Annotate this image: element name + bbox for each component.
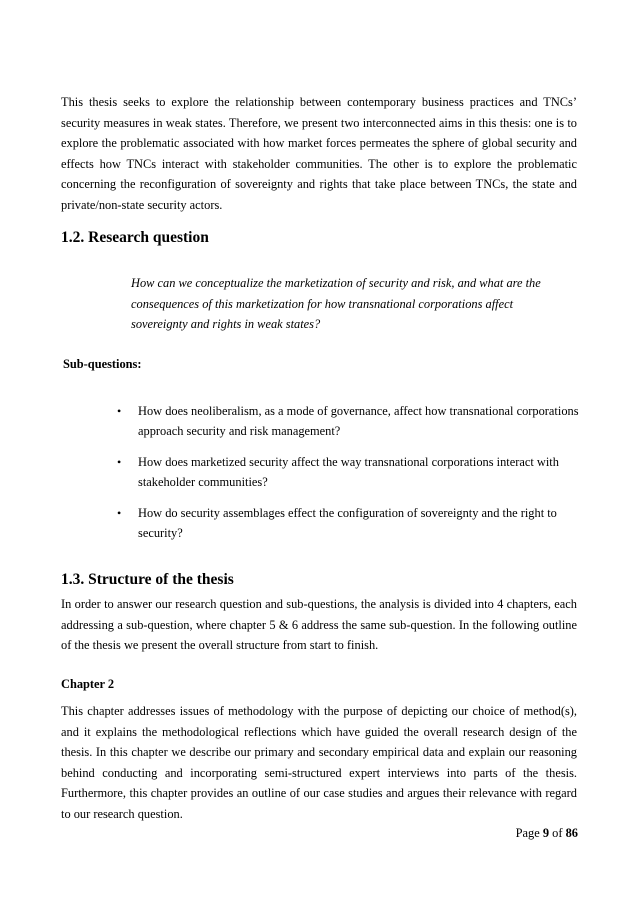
list-item — [117, 504, 587, 543]
research-question-heading: 1.2. Research question — [61, 229, 209, 246]
chapter2-heading: Chapter 2 — [61, 677, 115, 691]
subquestion-text: How do security assemblages effect the configuration of sovereignty and the right to security? — [138, 506, 557, 540]
subquestion-text: How does marketized security affect the way transnational corporations interact with stakeholder communities? — [138, 455, 559, 489]
bullet-icon: • — [117, 404, 122, 418]
page-label: Page — [515, 826, 540, 840]
page-number — [516, 826, 578, 841]
list-item — [117, 402, 587, 441]
subquestions-heading: Sub-questions: — [63, 357, 142, 371]
subquestions-list — [117, 402, 587, 555]
chapter2-paragraph: This chapter addresses issues of methodology with the purpose of depicting our choice of method(s), and it explains the methodological reflections which have guided the overall research design of the thesis. In this chapter we describe our primary and secondary empirical data and explain our reasoning behind conducting and incorporating semi-structured expert interviews into parts of the thesis. Furthermore, this chapter provides an outline of our case studies and argues their relevance with regard to our research question. — [61, 704, 577, 821]
list-item — [117, 453, 587, 492]
of-label: of — [552, 826, 563, 840]
research-question-text: How can we conceptualize the marketization of security and risk, and what are the consequences of this marketization for how transnational corporations affect sovereignty and rights in weak states? — [131, 276, 541, 331]
subquestion-text: How does neoliberalism, as a mode of governance, affect how transnational corporations approach security and risk management? — [138, 404, 579, 438]
bullet-icon: • — [117, 455, 122, 469]
bullet-icon: • — [117, 506, 122, 520]
page-total: 86 — [565, 826, 578, 840]
structure-heading: 1.3. Structure of the thesis — [61, 571, 234, 588]
intro-paragraph: This thesis seeks to explore the relationship between contemporary business practices and TNCs’ security measures in weak states. Therefore, we present two interconnected aims in this thesis: one is to explore the problematic associated with how market forces permeates the sphere of global security and effects how TNCs interact with stakeholder communities. The other is to explore the problematic concerning the reconfiguration of sovereignty and rights that take place between TNCs, the state and private/non-state security actors. — [61, 95, 577, 212]
page-current: 9 — [542, 826, 550, 840]
structure-paragraph: In order to answer our research question and sub-questions, the analysis is divided into 4 chapters, each addressing a sub-question, where chapter 5 & 6 address the same sub-question. In the following outline of the thesis we present the overall structure from start to finish. — [61, 597, 577, 652]
